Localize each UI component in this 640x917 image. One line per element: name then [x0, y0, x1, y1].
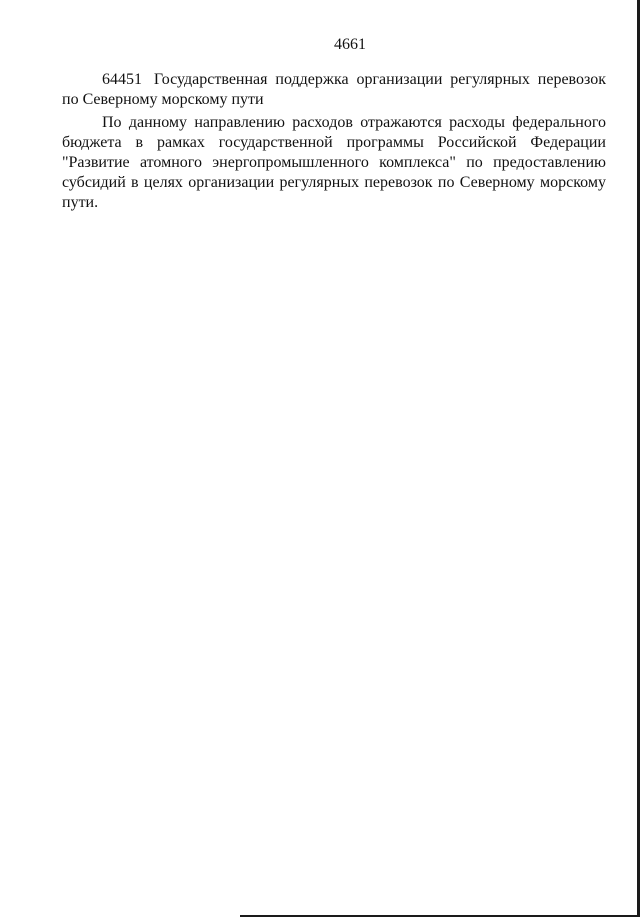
- document-content: [62, 70, 606, 216]
- section-title: Государственная поддержка организации регулярных перевозок по Северному морскому пути: [62, 71, 607, 108]
- page-number: 4661: [334, 36, 366, 53]
- section-body: По данному направлению расходов отражаются расходы федерального бюджета в рамках государственной программы Российской Федерации "Развитие атомного энергопромышленного комплекса" по предоставлению субсидий в целях организации регулярных перевозок по Северному морскому пути.: [62, 114, 606, 211]
- section-code: 64451: [102, 71, 142, 88]
- section-heading: [62, 70, 606, 110]
